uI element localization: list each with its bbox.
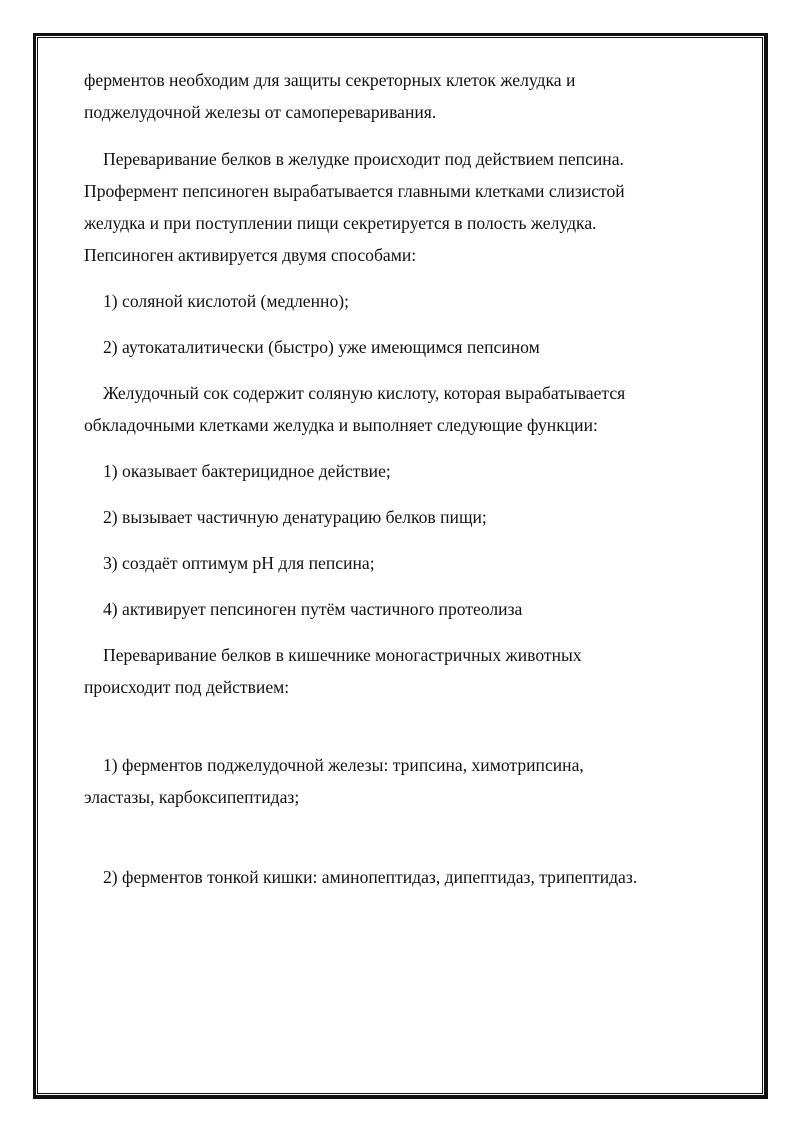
text-line: обкладочными клетками желудка и выполняет следующие функции:: [84, 415, 598, 435]
text-line: Желудочный сок содержит соляную кислоту, которая вырабатывается: [103, 383, 626, 403]
list-item-function-4: [84, 593, 684, 625]
paragraph-intestine-digestion: [84, 639, 684, 703]
list-item-function-3: [84, 547, 684, 579]
text-line: Переваривание белков в кишечнике моногастричных животных: [103, 645, 582, 665]
paragraph-stomach-digestion: [84, 143, 684, 271]
list-item-activation-1: [84, 285, 684, 317]
text-line: желудка и при поступлении пищи секретируется в полость желудка.: [84, 213, 597, 233]
text-line: 4) активирует пепсиноген путём частичного протеолиза: [103, 599, 523, 619]
list-item-enzymes-2: [84, 861, 684, 893]
text-line: 2) ферментов тонкой кишки: аминопептидаз, дипептидаз, трипептидаз.: [103, 867, 638, 887]
text-line: 2) аутокаталитически (быстро) уже имеющимся пепсином: [103, 337, 540, 357]
text-line: эластазы, карбоксипептидаз;: [84, 787, 300, 807]
text-line: 1) соляной кислотой (медленно);: [103, 291, 349, 311]
text-line: Пепсиноген активируется двумя способами:: [84, 245, 417, 265]
text-line: 1) ферментов поджелудочной железы: трипсина, химотрипсина,: [103, 755, 584, 775]
text-line: Профермент пепсиноген вырабатывается главными клетками слизистой: [84, 181, 625, 201]
paragraph-autodigestion: [84, 64, 684, 128]
paragraph-gastric-juice: [84, 377, 684, 441]
list-item-enzymes-1: [84, 749, 684, 813]
text-line: происходит под действием:: [84, 677, 290, 697]
text-line: Переваривание белков в желудке происходит под действием пепсина.: [103, 149, 624, 169]
document-body: [84, 64, 684, 893]
list-item-function-1: [84, 455, 684, 487]
text-line: 2) вызывает частичную денатурацию белков пищи;: [103, 507, 487, 527]
text-line: 3) создаёт оптимум pH для пепсина;: [103, 553, 375, 573]
list-item-activation-2: [84, 331, 684, 363]
text-line: ферментов необходим для защиты секреторных клеток желудка и: [84, 70, 576, 90]
list-item-function-2: [84, 501, 684, 533]
text-line: 1) оказывает бактерицидное действие;: [103, 461, 391, 481]
text-line: поджелудочной железы от самопереваривания.: [84, 102, 437, 122]
